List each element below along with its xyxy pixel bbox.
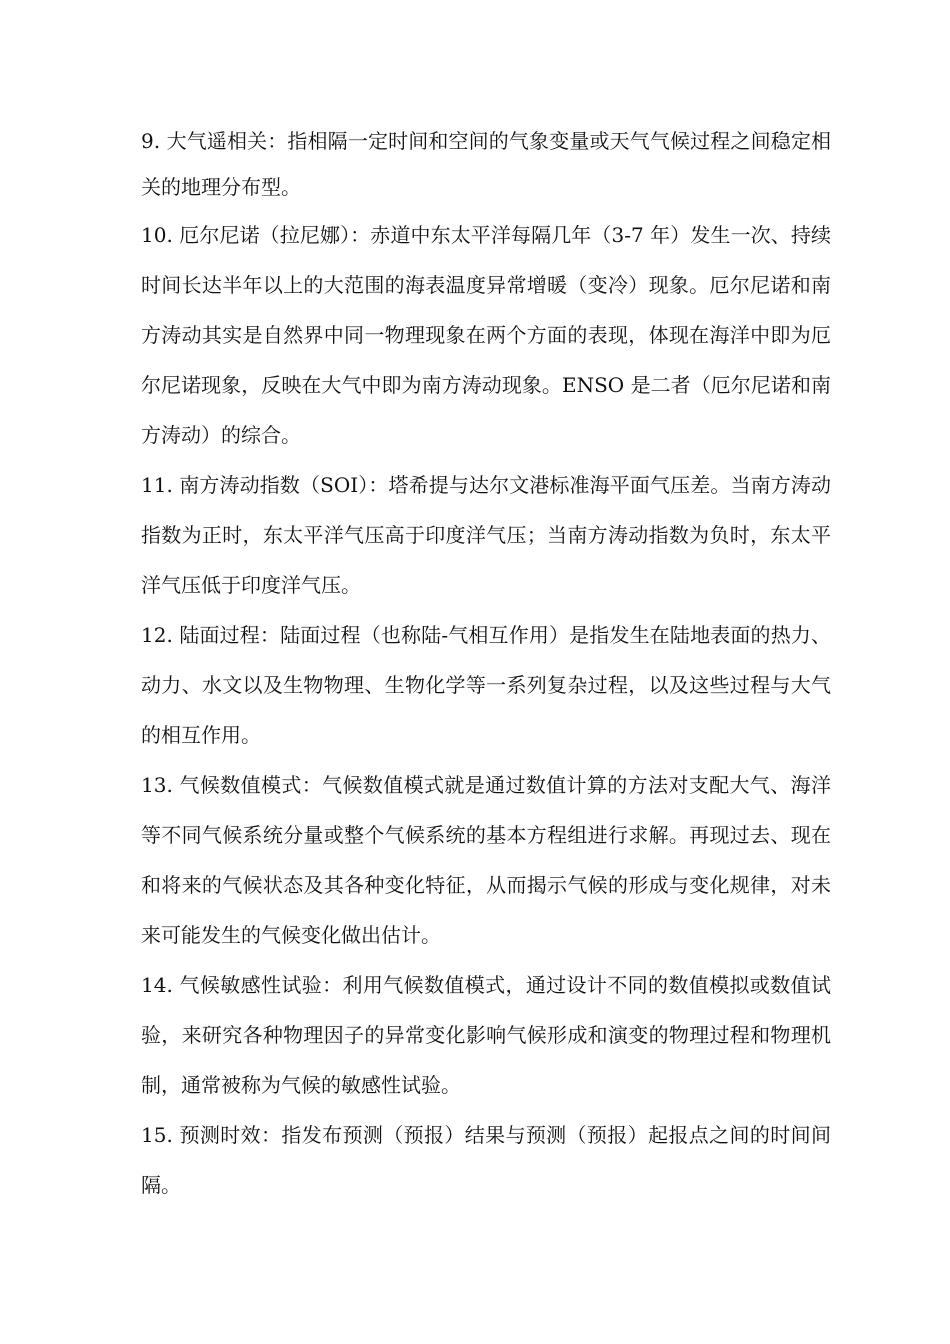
paragraph-15: 15. 预测时效：指发布预测（预报）结果与预测（预报）起报点之间的时间间隔。 [141,1123,831,1197]
paragraph-14: 14. 气候敏感性试验：利用气候数值模式，通过设计不同的数值模拟或数值试验，来研究各种物理因子的异常变化影响气候形成和演变的物理过程和物理机制，通常被称为气候的敏感性试验。 [141,973,831,1097]
document-body [141,118,831,1210]
paragraph-13: 13. 气候数值模式：气候数值模式就是通过数值计算的方法对支配大气、海洋等不同气候系统分量或整个气候系统的基本方程组进行求解。再现过去、现在和将来的气候状态及其各种变化特征，从而揭示气候的形成与变化规律，对未来可能发生的气候变化做出估计。 [141,773,831,947]
paragraph-9: 9. 大气遥相关：指相隔一定时间和空间的气象变量或天气气候过程之间稳定相关的地理分布型。 [141,129,831,199]
paragraph-10: 10. 厄尔尼诺（拉尼娜）：赤道中东太平洋每隔几年（3-7 年）发生一次、持续时间长达半年以上的大范围的海表温度异常增暖（变冷）现象。厄尔尼诺和南方涛动其实是自然界中同一物理现象在两个方面的表现，体现在海洋中即为厄尔尼诺现象，反映在大气中即为南方涛动现象。ENSO 是二者（厄尔尼诺和南方涛动）的综合。 [141,223,831,447]
paragraph-12: 12. 陆面过程：陆面过程（也称陆-气相互作用）是指发生在陆地表面的热力、动力、水文以及生物物理、生物化学等一系列复杂过程，以及这些过程与大气的相互作用。 [141,623,831,747]
paragraph-11: 11. 南方涛动指数（SOI）：塔希提与达尔文港标准海平面气压差。当南方涛动指数为正时，东太平洋气压高于印度洋气压；当南方涛动指数为负时，东太平洋气压低于印度洋气压。 [141,473,831,597]
